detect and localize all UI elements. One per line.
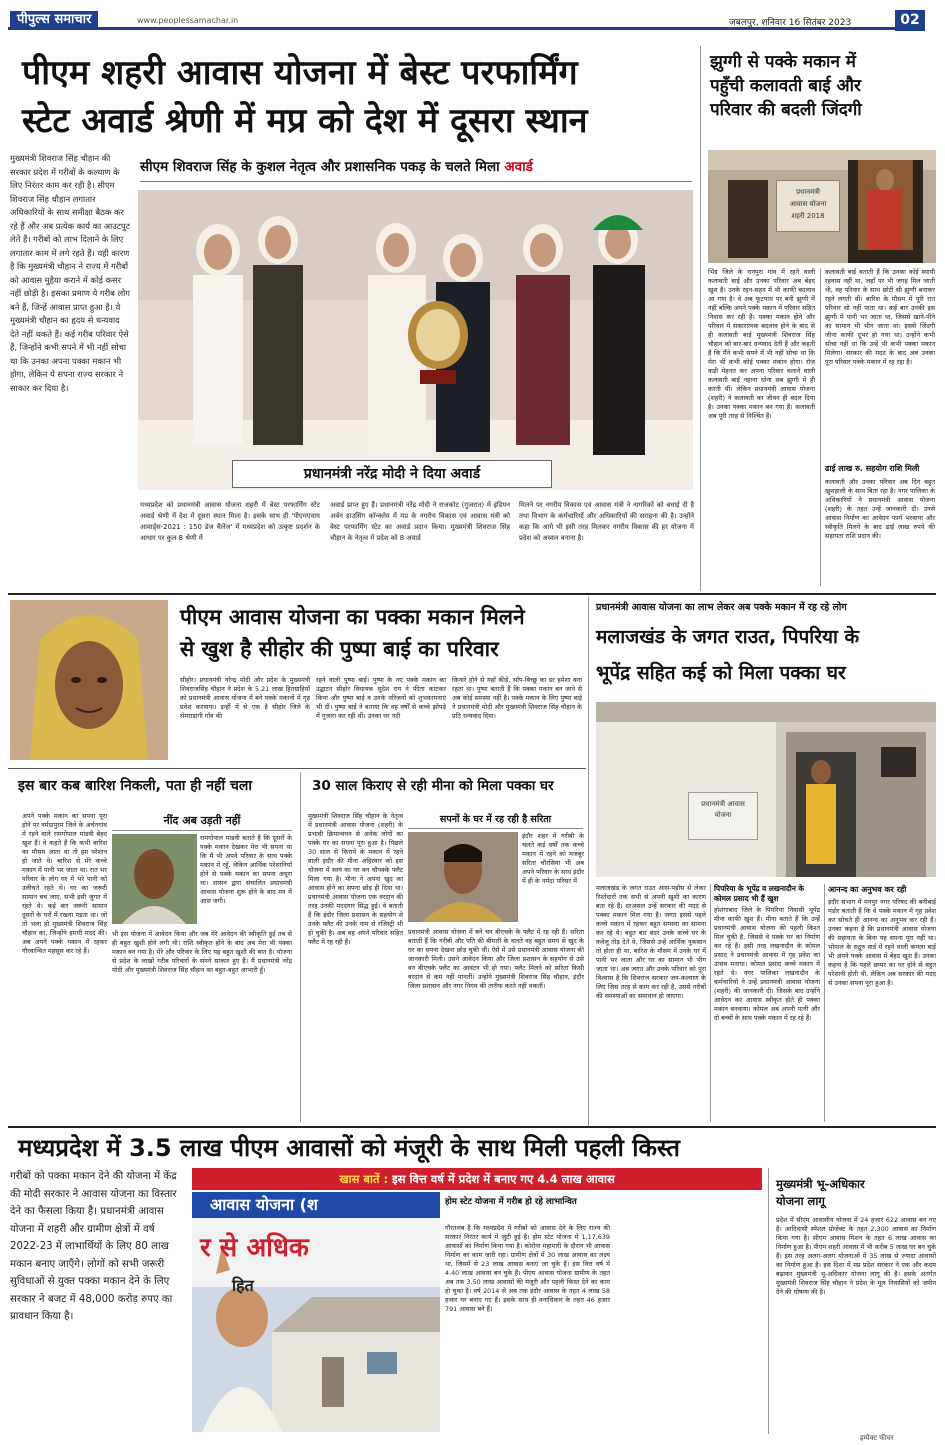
malajkhand-col-2: होशंगाबाद जिले के पिपरिया निवासी भूपेंद्र मीना काफी खुश हैं। मीना बताते हैं कि उन्हें प्रधानमंत्री आवास योजना की पहली किश्त मिल चुकी है, जिससे वे पक्के घर का निर्माण कर रहे हैं। इसी तरह लखनादौन के कोमल प्रसाद ने प्रधानमंत्री आवास में गृह प्रवेश का उत्सव मनाया। कोमल प्रसाद कच्चे मकान में रहते थे। नगर पालिका लखनादौन के कर्मचारियों ने उन्हें प्रधानमंत्री आवास योजना (शहरी) की जानकारी दी। जिसके बाद उन्होंने आवेदन कर आवास स्वीकृत होते ही पक्का मकान बनवाया। कोमल अब अपनी पत्नी और दो बच्चों के साथ पक्के मकान में रह रहे हैं। — [714, 906, 820, 1022]
kisht-left-column: गरीबों को पक्का मकान देने की योजना में केंद्र की मोदी सरकार ने आवास योजना का विस्तार देने का फैसला किया है। प्रधानमंत्री आवास योजना में शहरी और ग्रामीण क्षेत्रों में वर्ष 2022-23 में लाभार्थियों के लिए 80 लाख मकान बनाए जाएँगे। लोगों को सभी जरूरी सुविधाओं से युक्त पक्का मकान देने के लिए सरकार ने बजट में 48,000 करोड़ रुपए का प्रावधान किया है। — [10, 1171, 177, 1322]
main-left-column: मुख्यमंत्री शिवराज सिंह चौहान की सरकार प्रदेश में गरीबों के कल्याण के लिए निरंतर काम कर रही है। सीएम शिवराज सिंह चौहान लगातार अधिकारियों के साथ समीक्षा बैठक कर रहे हैं और अब प्रत्येक कार्य का आउटपुट लेते हैं। गरीबों को लाभ दिलाने के लिए लगातार काम में लगे रहते हैं। यही कारण है कि मुख्यमंत्री चौहान ने राज्य में गरीबों को आवास मुहैया कराने में कोई कसर नहीं छोड़ी है। इसका प्रमाण ये गरीब लोग बने हैं, जिन्हें आवास प्राप्त हुआ है। ये मुख्यमंत्री चौहान का हृदय से धन्यवाद देते नहीं थकते हैं। कई गरीब परिवार ऐसे हैं, जिन्होंने कभी सपने में भी नहीं सोचा था कि उनका अपना पक्का मकान भी होगा, लेकिन ये सपना राज्य सरकार ने साकार कर दिया है। — [10, 153, 130, 393]
main-headline-line-2: स्टेट अवार्ड श्रेणी में मप्र को देश में दूसरा स्थान — [22, 101, 588, 141]
award-ceremony-illustration — [138, 190, 693, 490]
malajkhand-kicker: प्रधानमंत्री आवास योजना का लाभ लेकर अब पक्के मकान में रह रहे लोग — [596, 602, 847, 613]
kalawati-plaque — [776, 180, 840, 232]
kalawati-plaque-line-3: शहरी 2018 — [791, 212, 825, 220]
kisht-headline: मध्यप्रदेश में 3.5 लाख पीएम आवासों को मंजूरी के साथ मिली पहली किस्त — [18, 1134, 680, 1162]
malajkhand-house-illustration — [596, 702, 936, 877]
kalawati-col-b: कलावती बाई बताती हैं कि उनका कोई स्थायी रहवास नहीं था, जहाँ पर भी जगह मिल जाती थी, वह परिवार के साथ छोटी सी झुग्गी बनाकर रहने लगती थीं। बारिश के मौसम में पूरी रात परिवार सो नहीं पाता था। कई बार उनकी इस झुग्गी में पानी भर जाता था, जिससे खाने-पीने का सामान भी भीग जाता था। इससे जिंदगी जीना काफी दूभर हो गया था। उन्होंने कभी सोचा नहीं था कि उन्हें भी कभी पक्का मकान मिलेगा। सरकार की मदद के बाद अब उनका पूरा परिवार पक्के मकान में रह रहा है। — [825, 268, 935, 366]
kisht-photo-text-1: आवास योजना (श — [210, 1195, 318, 1214]
masthead-url[interactable]: www.peoplessamachar.in — [137, 16, 239, 25]
kisht-photo-text-3: हित — [232, 1276, 254, 1295]
kalawati-subhead: ढाई लाख रु. सहयोग राशि मिली — [825, 464, 920, 473]
malajkhand-headline-line-2: भूपेंद्र सहित कई को मिला पक्का घर — [596, 662, 846, 684]
malajkhand-col-1 — [596, 884, 706, 1122]
main-bottom-col-3: मिलने पर नगरीय विकास एवं आवास मंत्री ने नागरिकों को बधाई दी है तथा विभाग के कर्मचारियों और अधिकारियों की सराहना की है। उन्होंने कहा कि आगे भी इसी तरह मिलकर नगरीय विकास की हर योजना में प्रदेश को अव्वल बनाना है। — [519, 501, 694, 542]
kisht-right-column: प्रदेश में सीएम आवासीय योजना में 24 हजार 622 आवास बन गए हैं। आदिवासी स्पेशल प्रोजेक्ट के तहत 2,300 आवास का निर्माण किया गया है। सीएम आवास मिशन के तहत 6 लाख आवास का निर्माण हुआ है। पीएम शहरी आवास में भी करीब 5 लाख घर बन चुके हैं। इस तरह अलग-अलग योजनाओं में 35 लाख से ज्यादा आवासों का निर्माण हुआ है। इस दिशा में मप्र प्रदेश सरकार ने एक और कदम बढ़ाकर मुख्यमंत्री भू-अधिकार योजना लागू की है। इसके अंतर्गत मुख्यमंत्री शिवराज सिंह चौहान ने प्रदेश के मूल निवासियों को जमीन देने की घोषणा की है। — [776, 1216, 936, 1296]
main-bottom-col-1: मध्यप्रदेश को प्रधानमंत्री आवास योजना शहरी में बेस्ट परफार्मिंग स्टेट अवार्ड श्रेणी में देश में दूसरा स्थान मिला है। इसके साथ ही 'पीएमएवाय आवार्ड्स-2021 : 150 डेज चैलेंज' में मध्यप्रदेश को उत्कृष्ट प्रदर्शन के आधार पर कुल 8 श्रेणी में — [140, 501, 320, 542]
kalawati-plaque-line-1: प्रधानमंत्री — [796, 188, 820, 196]
kalawati-plaque-line-2: आवास योजना — [789, 200, 827, 208]
pushpa-photo — [10, 600, 168, 760]
masthead — [0, 0, 945, 40]
pushpa-col-1: सीहोर। प्रधानमंत्री नरेन्द्र मोदी और प्रदेश के मुख्यमंत्री शिवराजसिंह चौहान ने प्रदेश के 5.21 लाख हितग्राहियों को प्रधानमंत्री आवास योजना में बने पक्के मकानों में गृह प्रवेश करवाया। इन्हीं में से एक है सीहोर जिले के सेमराडांगी गाँव की — [180, 676, 310, 720]
kisht-banner — [192, 1168, 762, 1190]
kalawati-headline-line-1: झुग्गी से पक्के मकान में — [710, 52, 856, 72]
pushpa-col-3: किनारे होने से यहाँ कीड़े, साँप-बिच्छू का डर हमेशा बना रहता था। पुष्पा बताती हैं कि पक्का मकान बन जाने से अब कोई समस्या नहीं है। पक्के मकान के लिए पुष्पा बाई ने प्रधानमंत्री मोदी और मुख्यमंत्री शिवराज सिंह चौहान के प्रति धन्यवाद दिया। — [452, 676, 582, 720]
pushpa-portrait-illustration — [10, 600, 168, 760]
meena-headline: 30 साल किराए से रही मीना को मिला पक्का घर — [312, 778, 554, 794]
pushpa-col-2: रहने वाली पुष्पा बाई। पुष्पा के नए पक्के मकान का उद्घाटन सीहोर विधायक सुदेश राय ने फीता काटकर किया और पुष्पा बाई व उनके परिजनों को शुभकामनाएं भी दीं। पुष्पा बाई ने बताया कि वह वर्षों से कच्चे झोपड़े में गुजारा कर रही थीं। उनका घर नदी — [316, 676, 446, 720]
barish-subhead: नींद अब उड़ती नहीं — [112, 812, 292, 831]
barish-headline: इस बार कब बारिश निकली, पता ही नहीं चला — [18, 778, 252, 794]
masthead-dateline: जबलपुर, शनिवार 16 सितंबर 2023 — [729, 18, 852, 28]
barish-col-3: भी इस योजना में आवेदन किया और जब मेरे आवेदन की स्वीकृति हुई तब से ही बहुत खुशी होने लगी थी। राशि स्वीकृत होने के बाद अब मेरा भी पक्का मकान बन गया है। मेरे और परिवार के लिए यह बहुत खुशी की बात है। योजना से प्रदेश के लाखों गरीब परिवारों के सपने साकार हुए हैं। मैं प्रधानमंत्री नरेंद्र मोदी और मुख्यमंत्री शिवराज सिंह चौहान का बहुत-बहुत आभारी हूँ। — [112, 930, 292, 974]
meena-col-3: प्रधानमंत्री आवास योजना में बने चन बीएचके के फ्लैट में रह रही हैं। सरिता बताती हैं कि गरीबी और पति की बीमारी के चलते वह बहुत समय से खुद के घर का सपना देखना छोड़ चुकी थीं। ऐसे में उसे प्रधानमंत्री आवास योजना की जानकारी मिली। उसने आवेदन किया और जिला प्रशासन के सहयोग से उसे वन बीएचके फ्लैट का आवंटन भी हो गया। फ्लैट मिलने को सरिता किसी वरदान से कम नहीं मानतीं। उन्होंने मुख्यमंत्री शिवराज सिंह चौहान, इंदौर जिला प्रशासन और नगर निगम की तारीफ करते नहीं थकतीं। — [408, 928, 584, 990]
sarita-photo — [408, 832, 518, 922]
malajkhand-house-photo — [596, 702, 936, 877]
kalawati-col-a: भिंड जिले के रानपुरा गांव में रहने वाली कलावती बाई और उनका परिवार अब बेहद खुश है। उनके रहन-सहन में भी काफी बदलाव आ गया है। वे अब फूटपाथ पर बनी झुग्गी में नहीं बल्कि अपने पक्के मकान में परिवार सहित निवास कर रही हैं। पक्का मकान होने और परिवार में सकारात्मक बदलाव होने के बाद से ही कलावती बाई मुख्यमंत्री शिवराज सिंह चौहान को बार-बार धन्यवाद देती हैं और कहती हैं कि मैंने कभी सपने में भी नहीं सोचा था कि मेरा भी कभी कोई पक्का मकान होगा। रोज कड़ी मेहनत कर अपना परिवार चलाने वाली कलावती बाई नहाना धोना सब झुग्गी में ही करती थीं। लेकिन प्रधानमंत्री आवास योजना (शहरी) ने कलावती का जीवन ही बदल दिया है। उनका पक्का मकान बन गया है। कलावती अब पूरी तरह से निश्चिंत हैं। — [708, 268, 815, 420]
ramgopal-photo — [112, 834, 197, 924]
kalawati-headline-line-3: परिवार की बदली जिंदगी — [710, 100, 862, 120]
kisht-mid-head: होम स्टेट योजना में गरीब हो रहे लाभान्वित — [445, 1197, 577, 1207]
barish-col-1: अपने पक्के मकान का सपना पूरा होने पर नर्मदापुरम जिले के अर्चनगांव में रहने वाले रामगोपाल मांडवी बेहद खुश हैं। वे कहते हैं कि कभी बारिश का मौसम आता था तो हम परेशान हो जाते थे। बारिश से मेरे कच्चे मकान में पानी भर जाता था। रात भर परिवार के लोग घर में भरे पानी को उलीचते रहते थे। घर का जरूरी सामान बच जाए, सभी इसी जुगत में रहते थे। कई बार जरूरी सामान दूसरों के घरों में रखना पड़ता था। जो तो भला हो मुख्यमंत्री शिवराज सिंह चौहान का, जिन्होंने हमारी मदद की। अब अपने पक्के मकान में रहकर गौरवान्वित महसूस कर रहे हैं। — [22, 812, 107, 955]
award-ceremony-photo — [138, 190, 693, 490]
page-number: 02 — [895, 10, 925, 31]
main-headline-line-1: पीएम शहरी आवास योजना में बेस्ट परफार्मिंग — [22, 53, 578, 93]
masthead-logo[interactable]: पीपुल्स समाचार — [10, 11, 98, 29]
main-bottom-col-2: अवार्ड प्राप्त हुए हैं। प्रधानमंत्री नरेंद्र मोदी ने राजकोट (गुजरात) में इंडियन अर्बन हाउसिंग कॉन्क्लेव में मप्र के नगरीय विकास एवं आवास मंत्री को बेस्ट परफार्मिंग स्टेट का अवार्ड प्रदान किया। मुख्यमंत्री शिवराज सिंह चौहान के नेतृत्व में प्रदेश को 8 अवार्ड — [330, 501, 510, 542]
meena-subhead: सपनों के घर में रह रही है सरिता — [408, 812, 583, 829]
barish-col-2: रामगोपाल मांडवी बताते हैं कि दूसरों के पक्के मकान देखकर मेरा भी सपना था कि मैं भी अपने परिवार के साथ पक्के मकान में रहूँ, लेकिन आर्थिक परेशानियाँ होने से पक्के मकान का सपना अधूरा था। शासन द्वारा संचालित प्रधानमंत्री आवास योजना शुरू होने के बाद मन में आस जगी। — [200, 834, 292, 905]
meena-col-2: इंदौर शहर में गरीबी के चलते कई वर्षों तक कच्चे मकान में रहने को मजबूर सरिता चौरसिया भी अब अपने परिवार के साथ इंदौर में ही के नर्मदा परिसर में — [522, 832, 584, 885]
ramgopal-portrait-illustration — [112, 834, 197, 924]
main-strap-text: सीएम शिवराज सिंह के कुशल नेतृत्व और प्रशासनिक पकड़ के चलते मिला — [140, 159, 505, 175]
kalawati-col-b2: कलावती और उनका परिवार अब दिन बहुत खुशहाली के साथ बिता रहा है। नगर पालिका के अधिकारियों ने प्रधानमंत्री आवास योजना (शहरी) के तहत उन्हें जानकारी दी। उनसे आवास निर्माण का आवेदन फार्म भरवाया और स्वीकृति मिलने के बाद ढाई लाख रुपये की सहायता राशि प्रदान की। — [825, 478, 935, 540]
meena-col-1: मुख्यमंत्री शिवराज सिंह चौहान के नेतृत्व में प्रधानमंत्री आवास योजना (शहरी) के प्रभावी क्रियान्वयन से अनेक लोगों का पक्के घर का सपना पूरा हुआ है। पिछले 30 साल से किराये के मकान में रहने वाली इंदौर की मीना अहिरवार को इस योजना में स्वयं का घर बन चौपक्के फ्लैट मिला गया है। मीना ने अपना खुद का आवास होने का सपना छोड़ ही दिया था। प्रधानमंत्री आवास योजना एक वरदान की तरह उनकी मददगार सिद्ध हुई। वे बताती हैं कि इंदौर जिला प्रशासन के सहयोग से उनके फ्लैट की उनके नाम से रजिस्ट्री भी हो चुकी है। अब वह अपने परिवार सहित फ्लैट में रह रही हैं। — [308, 812, 403, 946]
pushpa-headline-line-2: से खुश है सीहोर की पुष्पा बाई का परिवार — [180, 637, 499, 661]
malajkhand-col-1-text: मलाजखंड के जगत राउत आस-पड़ोस से लेकर रिश्तेदारों तक सभी से अपनी खुशी का कारण बता रहे हैं। दरअसल उन्हें सरकार की मदद से पक्का मकान मिल गया है। जगत इससे पहले कच्चे मकान में रहकर बहुत समस्या का सामना कर रहे थे। बहुत बार बंदर उनके कच्चे घर के कवेलू तोड़ देते थे, जिससे उन्हें आर्थिक नुकसान तो होता ही था, बारिश के मौसम में उनके घर में पानी भर जाता और घर का सामान भी भीग जाता था। अब जगत और उनके परिवार को पूरा विश्वास है कि शिवराज सरकार जन-कल्याण के लिए जिस तरह से काम कर रही है, उससे गरीबों की समस्याओं का समाधान हो जाएगा। — [596, 884, 706, 1000]
sarita-portrait-illustration — [408, 832, 518, 922]
kalawati-headline-line-2: पहुँची कलावती बाई और — [710, 76, 861, 96]
kisht-banner-text: इस वित्त वर्ष में प्रदेश में बनाए गए 4.4 लाख आवास — [392, 1172, 615, 1186]
malajkhand-headline-line-1: मलाजखंड के जगत राउत, पिपरिया के — [596, 626, 860, 648]
malajkhand-subhead-3: आनन्द का अनुभव कर रही — [828, 885, 907, 894]
main-strap — [140, 152, 692, 182]
award-photo-caption: प्रधानमंत्री नरेंद्र मोदी ने दिया अवार्ड — [232, 460, 552, 488]
main-strap-highlight: अवार्ड — [504, 159, 533, 175]
malajkhand-subhead-2: पिपरिया के भूपेंद्र व लखनादौन के कोमल प्रसाद भी हैं खुश — [714, 884, 805, 903]
kisht-banner-label: खास बातें : — [339, 1172, 393, 1186]
kisht-photo — [192, 1192, 440, 1432]
malajkhand-plaque: प्रधानमंत्री आवास योजना — [688, 792, 758, 840]
kalawati-photo — [708, 150, 936, 263]
malajkhand-col-3: इंदौर संभाग में मनपुर नगर परिषद की बनीबाई मंडोर बताती हैं कि वे पक्के मकान में गृह प्रवेश कर सोचते ही आनन्द का अनुभव कर रही हैं। उनका कहना है कि प्रधानमंत्री आवास योजना की सहायता के बिना यह सपना पूरा नहीं था। भोपाल के सद्गुरु वार्ड में रहने वाली कमला बाई भी अपने पक्के आवास में बेहद खुश हैं। उनका कहना है कि पहले छप्पर का घर होने से बहुत परेशानी होती थी, लेकिन अब सरकार की मदद से उनका सपना पूरा हुआ है। — [828, 898, 936, 987]
kisht-right-head-line-2: योजना लागू — [776, 1194, 825, 1208]
kisht-houses-illustration — [192, 1192, 440, 1432]
kisht-photo-text-2: र से अधिक — [200, 1233, 309, 1263]
kisht-right-head-line-1: मुख्यमंत्री भू-अधिकार — [776, 1177, 865, 1191]
kisht-mid-column: गौरतलब है कि मध्यप्रदेश में गरीबों को आवास देने के लिए राज्य की सरकार निरंतर कार्य में जुटी हुई है। होम स्टेट योजना में 1,17,639 आवासों का निर्माण किया गया है। कोरोना महामारी के दौरान भी आवास निर्माण का काम जारी रहा। ग्रामीण क्षेत्रों में 30 लाख आवास का लक्ष्य था, जिसमें से 23 लाख आवास बनाए जा चुके हैं। इस वित्त वर्ष में 4.40 लाख आवास बन चुके हैं। पीएम आवास योजना ग्रामीण के तहत अब तक 3.50 लाख आवासों की मंजूरी और पहली किस्त देने का काम हो चुका है। वर्ष 2014 से अब तक इंदौर आवास के तहत 4 लाख 58 हजार घर बनाए गए हैं। इसके साथ ही वनाधिकार के तहत 46 हजार 791 आवास बने हैं। — [445, 1224, 610, 1313]
pushpa-headline-line-1: पीएम आवास योजना का पक्का मकान मिलने — [180, 605, 525, 629]
editor-tag: इम्पैक्ट फीचर — [860, 1434, 894, 1442]
